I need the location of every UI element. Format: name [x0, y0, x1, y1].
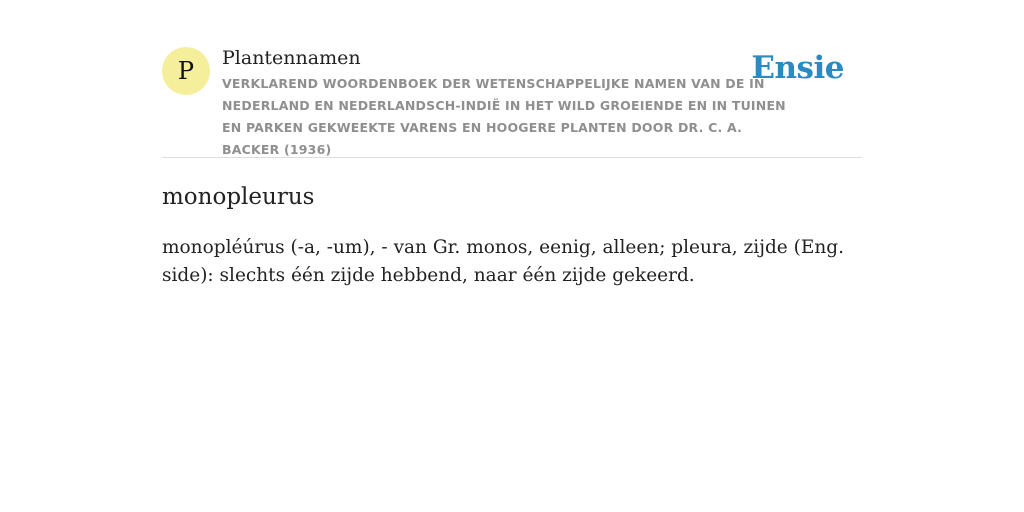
brand-logo-link[interactable]: Ensie — [751, 50, 844, 86]
title-block — [222, 46, 792, 161]
avatar[interactable] — [162, 47, 210, 95]
entry-card — [162, 44, 862, 290]
dictionary-name[interactable]: Plantennamen — [222, 47, 361, 69]
entry-term: monopleurus — [162, 184, 315, 210]
dictionary-description: VERKLAREND WOORDENBOEK DER WETENSCHAPPELIJKE NAMEN VAN DE IN NEDERLAND EN NEDERLANDSCH-INDIË IN HET WILD GROEIENDE EN IN TUINEN EN PARKEN GEKWEEKTE VARENS EN HOOGERE PLANTEN DOOR DR. C. A. BACKER (1936) — [222, 76, 786, 157]
header — [162, 44, 862, 158]
entry-definition: monopléúrus (-a, -um), - van Gr. monos, eenig, alleen; pleura, zijde (Eng. side): slechts één zijde hebbend, naar één zijde gekeerd. — [162, 237, 844, 286]
avatar-letter: P — [177, 57, 195, 85]
